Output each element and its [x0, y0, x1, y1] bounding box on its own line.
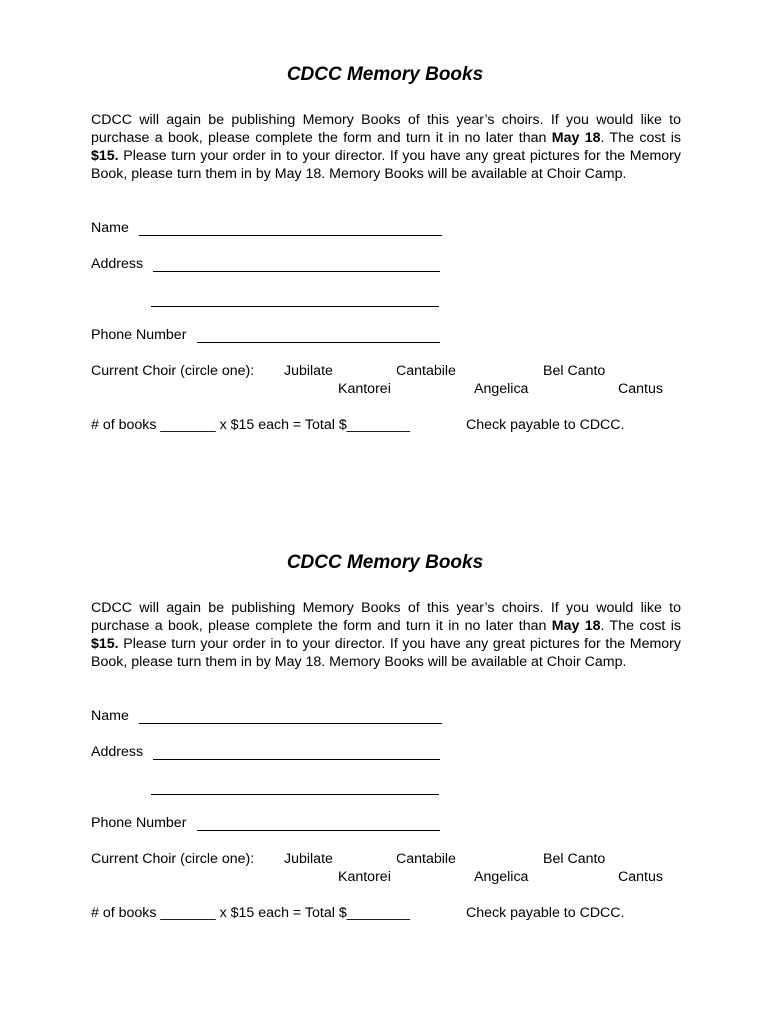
- name-label: Name: [91, 708, 129, 724]
- choir-option-bel-canto[interactable]: Bel Canto: [543, 363, 606, 379]
- choir-option-jubilate[interactable]: Jubilate: [284, 363, 333, 379]
- memory-book-form-2: [0, 488, 770, 976]
- deadline-date: May 18: [551, 130, 601, 146]
- choir-option-angelica[interactable]: Angelica: [474, 381, 529, 397]
- choir-option-angelica[interactable]: Angelica: [474, 869, 529, 885]
- check-payable-note: Check payable to CDCC.: [466, 417, 625, 433]
- choir-option-bel-canto[interactable]: Bel Canto: [543, 851, 606, 867]
- choir-label: Current Choir (circle one):: [91, 363, 255, 379]
- deadline-date: May 18: [551, 618, 601, 634]
- name-label: Name: [91, 220, 129, 236]
- price: $15.: [91, 636, 119, 652]
- choir-option-cantus[interactable]: Cantus: [618, 869, 663, 885]
- choir-label: Current Choir (circle one):: [91, 851, 255, 867]
- form-title: CDCC Memory Books: [286, 64, 484, 85]
- choir-option-cantabile[interactable]: Cantabile: [396, 363, 456, 379]
- address-field-line-2[interactable]: [151, 306, 439, 307]
- address-label: Address: [91, 256, 144, 272]
- books-total-line[interactable]: # of books _______ x $15 each = Total $________: [91, 417, 410, 433]
- intro-paragraph: CDCC will again be publishing Memory Books of this year’s choirs. If you would like to purchase a book, please complete the form and turn it in no later than May 18. The cost is $15. Please turn your order in to your director. If you have any great pictures for the Memory Book, please turn them in by May 18. Memory Books will be available at Choir Camp.: [91, 112, 681, 182]
- choir-option-kantorei[interactable]: Kantorei: [338, 869, 391, 885]
- choir-option-cantus[interactable]: Cantus: [618, 381, 663, 397]
- phone-label: Phone Number: [91, 815, 187, 831]
- phone-field[interactable]: [197, 342, 440, 343]
- check-payable-note: Check payable to CDCC.: [466, 905, 625, 921]
- choir-option-cantabile[interactable]: Cantabile: [396, 851, 456, 867]
- phone-field[interactable]: [197, 830, 440, 831]
- address-field-line-1[interactable]: [153, 271, 440, 272]
- phone-label: Phone Number: [91, 327, 187, 343]
- choir-option-kantorei[interactable]: Kantorei: [338, 381, 391, 397]
- choir-option-jubilate[interactable]: Jubilate: [284, 851, 333, 867]
- address-field-line-1[interactable]: [153, 759, 440, 760]
- intro-paragraph: CDCC will again be publishing Memory Books of this year’s choirs. If you would like to purchase a book, please complete the form and turn it in no later than May 18. The cost is $15. Please turn your order in to your director. If you have any great pictures for the Memory Book, please turn them in by May 18. Memory Books will be available at Choir Camp.: [91, 600, 681, 670]
- form-title: CDCC Memory Books: [286, 552, 484, 573]
- price: $15.: [91, 148, 119, 164]
- books-total-line[interactable]: # of books _______ x $15 each = Total $________: [91, 905, 410, 921]
- name-field[interactable]: [139, 235, 442, 236]
- address-field-line-2[interactable]: [151, 794, 439, 795]
- address-label: Address: [91, 744, 144, 760]
- memory-book-form-1: [0, 0, 770, 488]
- name-field[interactable]: [139, 723, 442, 724]
